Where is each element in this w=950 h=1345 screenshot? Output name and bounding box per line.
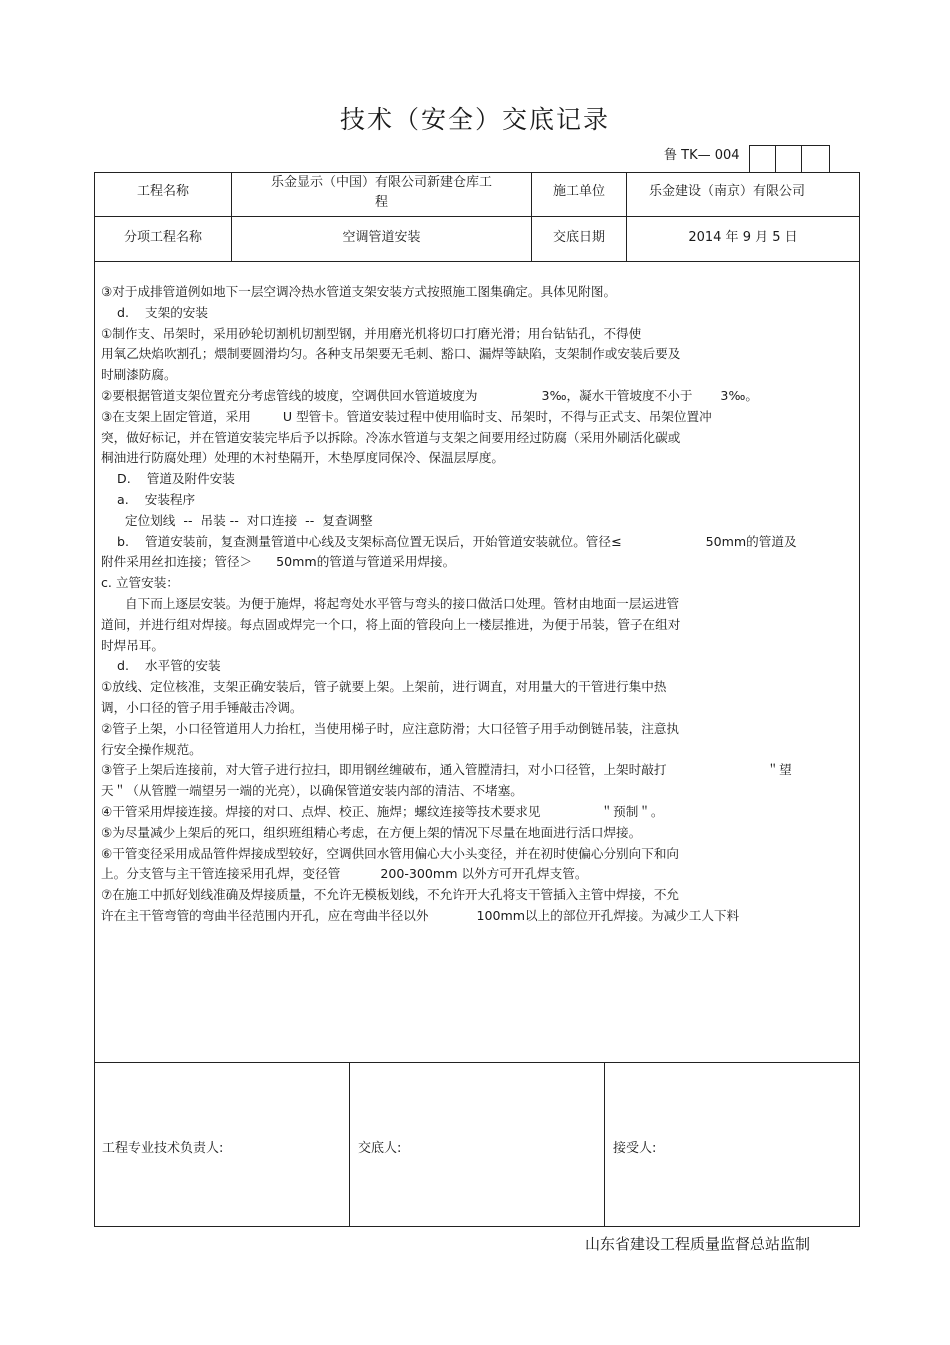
content-line: ⑥干管变径采用成品管件焊接成型较好，空调供回水管用偏心大小头变径，并在初时使偏心分别向下和向 [101, 845, 680, 861]
content-line: ②管子上架，小口径管道用人力抬杠，当使用梯子时，应注意防滑；大口径管子用手动倒链吊装，注意执 [101, 720, 680, 736]
sub-project-label: 分项工程名称 [123, 230, 202, 245]
table-border-right [859, 172, 860, 1227]
content-line: ⑤为尽量减少上架后的死口，组织班组精心考虑，在方便上架的情况下尽量在地面进行活口焊接。 [101, 824, 642, 840]
content-line: 行安全操作规范。 [101, 741, 202, 757]
content-line: d. 水平管的安装 [101, 658, 221, 674]
content-line: ⑦在施工中抓好划线准确及焊接质量，不允许无模板划线，不允许开大孔将支干管插入主管中焊接，不允 [101, 887, 680, 903]
content-line: b. 管道安装前，复查测量管道中心线及支架标高位置无误后，开始管道安装就位。管径≤ 50mm的管道及 [101, 533, 797, 549]
content-line: ②要根据管道支架位置充分考虑管线的坡度，空调供回水管道坡度为 3‰，凝水干管坡度不小于 3‰。 [101, 387, 758, 403]
signature-col-2 [604, 1062, 605, 1227]
document-code: 鲁 TK— 004 [664, 148, 740, 163]
content-line: 调，小口径的管子用手锤敲击冷调。 [101, 699, 303, 715]
construction-unit-label: 施工单位 [552, 184, 605, 199]
handover-content [101, 282, 851, 927]
content-line: 时焊吊耳。 [101, 637, 164, 653]
header-row-divider [94, 216, 860, 217]
content-line: ①制作支、吊架时，采用砂轮切割机切割型钢，并用磨光机将切口打磨光滑；用台钻钻孔，不得使 [101, 325, 642, 341]
document-title: 技术（安全）交底记录 [339, 105, 610, 134]
content-line: 天＂（从管膛一端望另一端的光亮），以确保管道安装内部的清洁、不堵塞。 [101, 783, 523, 799]
handover-date-value: 2014 年 9 月 5 日 [688, 230, 798, 245]
content-line: 定位划线 -- 吊装 -- 对口连接 -- 复查调整 [101, 512, 373, 528]
content-line: ③在支架上固定管道，采用 U 型管卡。管道安装过程中使用临时支、吊架时，不得与正式支、吊架位置冲 [101, 408, 712, 424]
content-line: 突，做好标记，并在管道安装完毕后予以拆除。冷冻水管道与支架之间要用经过防腐（采用外刷活化碳或 [101, 429, 681, 445]
signature-top-divider [94, 1062, 860, 1063]
tech-lead-signature-label: 工程专业技术负责人: [102, 1141, 224, 1156]
table-border-top [94, 172, 860, 173]
handover-date-label: 交底日期 [552, 230, 605, 245]
content-line: 道间，并进行组对焊接。每点固或焊完一个口，将上面的管段向上一楼层推进，为便于吊装，管子在组对 [101, 616, 681, 632]
content-line: a. 安装程序 [101, 491, 196, 507]
content-line: 自下而上逐层安装。为便于施焊，将起弯处水平管与弯头的接口做活口处理。管材由地面一层运进管 [101, 595, 680, 611]
supervisor-footer: 山东省建设工程质量监督总站监制 [585, 1235, 811, 1253]
sub-project-value: 空调管道安装 [342, 230, 421, 245]
content-line: ③管子上架后连接前，对大管子进行拉扫，即用钢丝缠破布，通入管膛清扫，对小口径管，上架时敲打 ＂望 [101, 762, 792, 778]
content-line: ③对于成排管道例如地下一层空调冷热水管道支架安装方式按照施工图集确定。具体见附图。 [101, 284, 617, 299]
table-border-left [94, 172, 95, 1227]
content-line: 许在主干管弯管的弯曲半径范围内开孔，应在弯曲半径以外 100mm以上的部位开孔焊接。为减少工人下料 [101, 907, 740, 923]
receiver-signature-label: 接受人: [613, 1141, 657, 1156]
presenter-signature-label: 交底人: [358, 1141, 402, 1156]
project-name-value-line1: 乐金显示（中国）有限公司新建仓库工 [270, 175, 492, 190]
code-box-1 [749, 145, 776, 172]
header-bottom-divider [94, 261, 860, 262]
content-line: ①放线、定位核准，支架正确安装后，管子就要上架。上架前，进行调直，对用量大的干管进行集中热 [101, 679, 667, 695]
content-line: ④干管采用焊接连接。焊接的对口、点焊、校正、施焊；螺纹连接等技术要求见 ＂预制＂。 [101, 803, 664, 819]
table-border-bottom [94, 1226, 860, 1227]
content-line: 桐油进行防腐处理）处理的木衬垫隔开，木垫厚度同保冷、保温层厚度。 [101, 450, 504, 466]
code-box-3 [801, 145, 830, 172]
content-line: 时刷漆防腐。 [101, 367, 177, 383]
construction-unit-value: 乐金建设（南京）有限公司 [648, 184, 805, 199]
project-name-label: 工程名称 [136, 184, 189, 199]
content-line: c. 立管安装： [101, 575, 179, 591]
content-line: 附件采用丝扣连接；管径＞ 50mm的管道与管道采用焊接。 [101, 554, 456, 570]
content-line: d. 支架的安装 [101, 304, 208, 320]
content-line: D. 管道及附件安装 [101, 471, 235, 487]
project-name-value-line2: 程 [374, 195, 388, 210]
content-line: 上。分支管与主干管连接采用孔焊，变径管 200-300mm 以外方可开孔焊支管。 [101, 866, 588, 882]
signature-col-1 [349, 1062, 350, 1227]
code-box-2 [775, 145, 802, 172]
content-line: 用氧乙炔焰吹割孔；煨制要圆滑均匀。各种支吊架要无毛刺、豁口、漏焊等缺陷，支架制作或安装后要及 [101, 346, 681, 362]
